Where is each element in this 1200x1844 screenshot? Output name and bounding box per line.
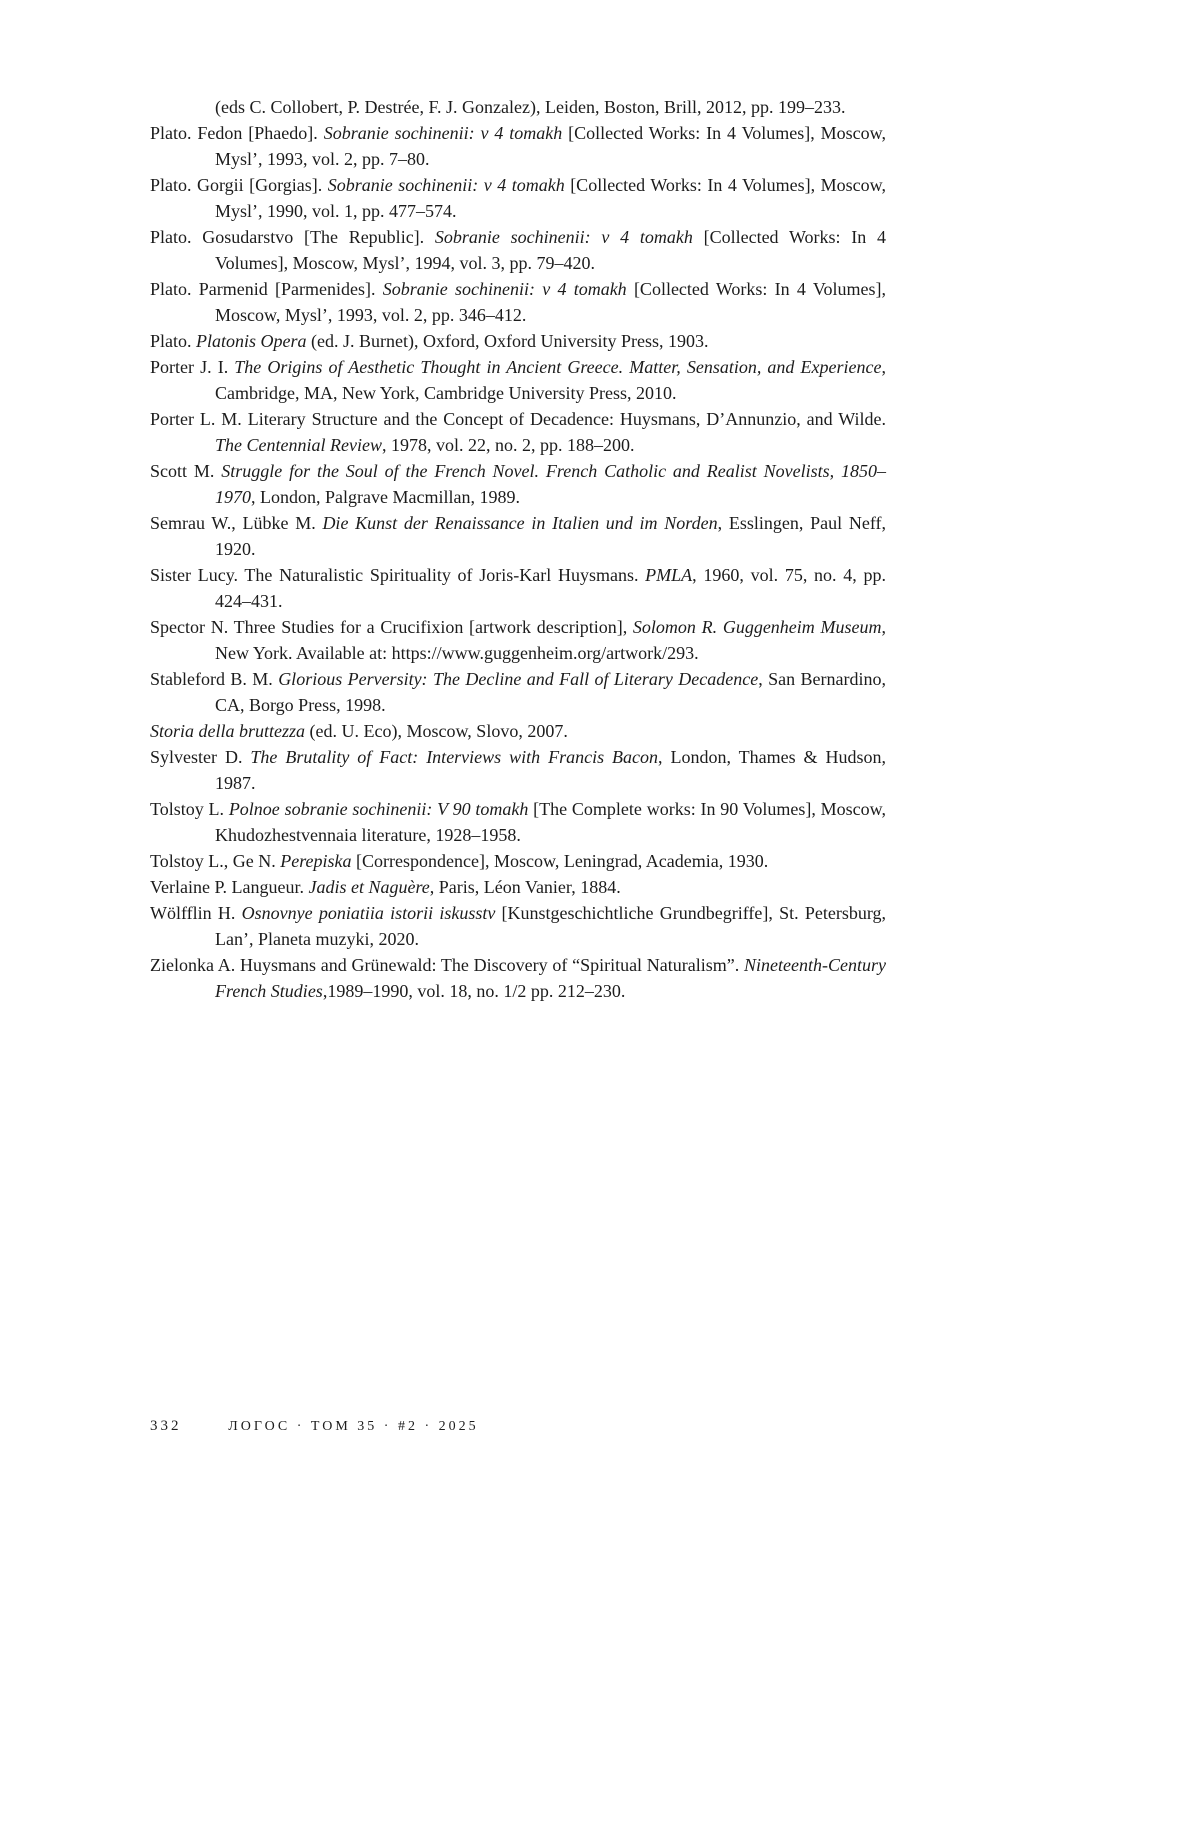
reference-title-italic: Perepiska xyxy=(280,851,352,871)
reference-title-italic: Sobranie sochinenii: v 4 tomakh xyxy=(327,175,565,195)
reference-title-italic: Sobranie sochinenii: v 4 tomakh xyxy=(382,279,627,299)
reference-text: (eds C. Collobert, P. Destrée, F. J. Gonzalez), Leiden, Boston, Brill, 2012, pp. 199–233. xyxy=(215,97,846,117)
reference-text: Verlaine P. Langueur. xyxy=(150,877,309,897)
reference-entry xyxy=(150,614,886,666)
page-number: 332 xyxy=(150,1418,182,1434)
reference-text: , Paris, Léon Vanier, 1884. xyxy=(429,877,621,897)
reference-entry xyxy=(150,224,886,276)
reference-entry xyxy=(150,94,886,120)
reference-title-italic: Platonis Opera xyxy=(196,331,307,351)
reference-text: Plato. Gorgii [Gorgias]. xyxy=(150,175,328,195)
reference-entry xyxy=(150,328,886,354)
reference-title-italic: PMLA xyxy=(645,565,693,585)
reference-entry xyxy=(150,874,886,900)
reference-entry xyxy=(150,796,886,848)
reference-entry xyxy=(150,406,886,458)
reference-title-italic: Nineteenth-Century French Studies xyxy=(215,955,886,1001)
reference-text: [Kunstgeschichtliche Grundbegriffe], St. Petersburg, Lan’, Planeta muzyki, 2020. xyxy=(215,903,886,949)
reference-text: Stableford B. M. xyxy=(150,669,279,689)
reference-entry xyxy=(150,900,886,952)
journal-issue-info: ЛОГОС · ТОМ 35 · #2 · 2025 xyxy=(228,1419,479,1434)
reference-text: Tolstoy L., Ge N. xyxy=(150,851,281,871)
reference-text: Porter L. M. Literary Structure and the Concept of Decadence: Huysmans, D’Annunzio, and Wilde. xyxy=(150,409,886,429)
reference-text: Plato. Parmenid [Parmenides]. xyxy=(150,279,383,299)
reference-entry xyxy=(150,666,886,718)
reference-entry xyxy=(150,510,886,562)
reference-text: Sister Lucy. The Naturalistic Spirituality of Joris-Karl Huysmans. xyxy=(150,565,646,585)
reference-text: [The Complete works: In 90 Volumes], Moscow, Khudozhestvennaia literature, 1928–1958. xyxy=(215,799,886,845)
reference-text: , London, Palgrave Macmillan, 1989. xyxy=(251,487,520,507)
reference-text: , 1978, vol. 22, no. 2, pp. 188–200. xyxy=(381,435,635,455)
reference-entry xyxy=(150,952,886,1004)
reference-title-italic: Sobranie sochinenii: v 4 tomakh xyxy=(434,227,693,247)
reference-entry xyxy=(150,458,886,510)
reference-text: ,1989–1990, vol. 18, no. 1/2 pp. 212–230. xyxy=(322,981,626,1001)
reference-text: , 1960, vol. 75, no. 4, pp. 424–431. xyxy=(215,565,886,611)
reference-title-italic: Osnovnye poniatiia istorii iskusstv xyxy=(241,903,496,923)
reference-title-italic: Glorious Perversity: The Decline and Fall of Literary Decadence xyxy=(278,669,759,689)
reference-text: Plato. Gosudarstvo [The Republic]. xyxy=(150,227,435,247)
reference-text: Porter J. I. xyxy=(150,357,235,377)
reference-title-italic: The Brutality of Fact: Interviews with Francis Bacon xyxy=(250,747,659,767)
reference-text: Plato. Fedon [Phaedo]. xyxy=(150,123,324,143)
reference-title-italic: Sobranie sochinenii: v 4 tomakh xyxy=(323,123,563,143)
reference-entry xyxy=(150,848,886,874)
reference-text: [Collected Works: In 4 Volumes], Moscow, Mysl’, 1993, vol. 2, pp. 346–412. xyxy=(215,279,886,325)
reference-entry xyxy=(150,120,886,172)
reference-text: [Collected Works: In 4 Volumes], Moscow, Mysl’, 1994, vol. 3, pp. 79–420. xyxy=(215,227,886,273)
reference-title-italic: Storia della bruttezza xyxy=(150,721,306,741)
reference-text: , Cambridge, MA, New York, Cambridge University Press, 2010. xyxy=(215,357,886,403)
reference-text: [Correspondence], Moscow, Leningrad, Academia, 1930. xyxy=(351,851,769,871)
reference-entry xyxy=(150,354,886,406)
reference-text: Spector N. Three Studies for a Crucifixion [artwork description], xyxy=(150,617,633,637)
reference-title-italic: The Origins of Aesthetic Thought in Ancient Greece. Matter, Sensation, and Experience xyxy=(234,357,882,377)
reference-text: (ed. U. Eco), Moscow, Slovo, 2007. xyxy=(305,721,568,741)
reference-title-italic: Polnoe sobranie sochinenii: V 90 tomakh xyxy=(228,799,529,819)
reference-title-italic: Die Kunst der Renaissance in Italien und im Norden xyxy=(322,513,718,533)
reference-text: Scott M. xyxy=(150,461,222,481)
reference-text: , San Bernardino, CA, Borgo Press, 1998. xyxy=(215,669,886,715)
reference-text: Zielonka A. Huysmans and Grünewald: The Discovery of “Spiritual Naturalism”. xyxy=(150,955,745,975)
reference-entry xyxy=(150,562,886,614)
reference-text: Semrau W., Lübke M. xyxy=(150,513,323,533)
reference-title-italic: The Centennial Review xyxy=(215,435,382,455)
reference-entry xyxy=(150,744,886,796)
reference-text: [Collected Works: In 4 Volumes], Moscow, Mysl’, 1993, vol. 2, pp. 7–80. xyxy=(215,123,886,169)
page-footer xyxy=(150,1418,886,1435)
reference-entry xyxy=(150,276,886,328)
reference-entry xyxy=(150,718,886,744)
references-list xyxy=(150,94,886,1004)
reference-text: Wölfflin H. xyxy=(150,903,242,923)
reference-text: Plato. xyxy=(150,331,197,351)
reference-text: (ed. J. Burnet), Oxford, Oxford University Press, 1903. xyxy=(306,331,709,351)
reference-title-italic: Solomon R. Guggenheim Museum xyxy=(632,617,882,637)
reference-title-italic: Jadis et Naguère xyxy=(308,877,430,897)
reference-entry xyxy=(150,172,886,224)
reference-text: , Esslingen, Paul Neff, 1920. xyxy=(215,513,886,559)
reference-text: Tolstoy L. xyxy=(150,799,229,819)
reference-text: , New York. Available at: https://www.guggenheim.org/artwork/293. xyxy=(215,617,886,663)
reference-text: [Collected Works: In 4 Volumes], Moscow, Mysl’, 1990, vol. 1, pp. 477–574. xyxy=(215,175,886,221)
reference-text: Sylvester D. xyxy=(150,747,251,767)
reference-text: , London, Thames & Hudson, 1987. xyxy=(215,747,886,793)
reference-title-italic: Struggle for the Soul of the French Novel. French Catholic and Realist Novelists, 1850–1970 xyxy=(215,461,886,507)
